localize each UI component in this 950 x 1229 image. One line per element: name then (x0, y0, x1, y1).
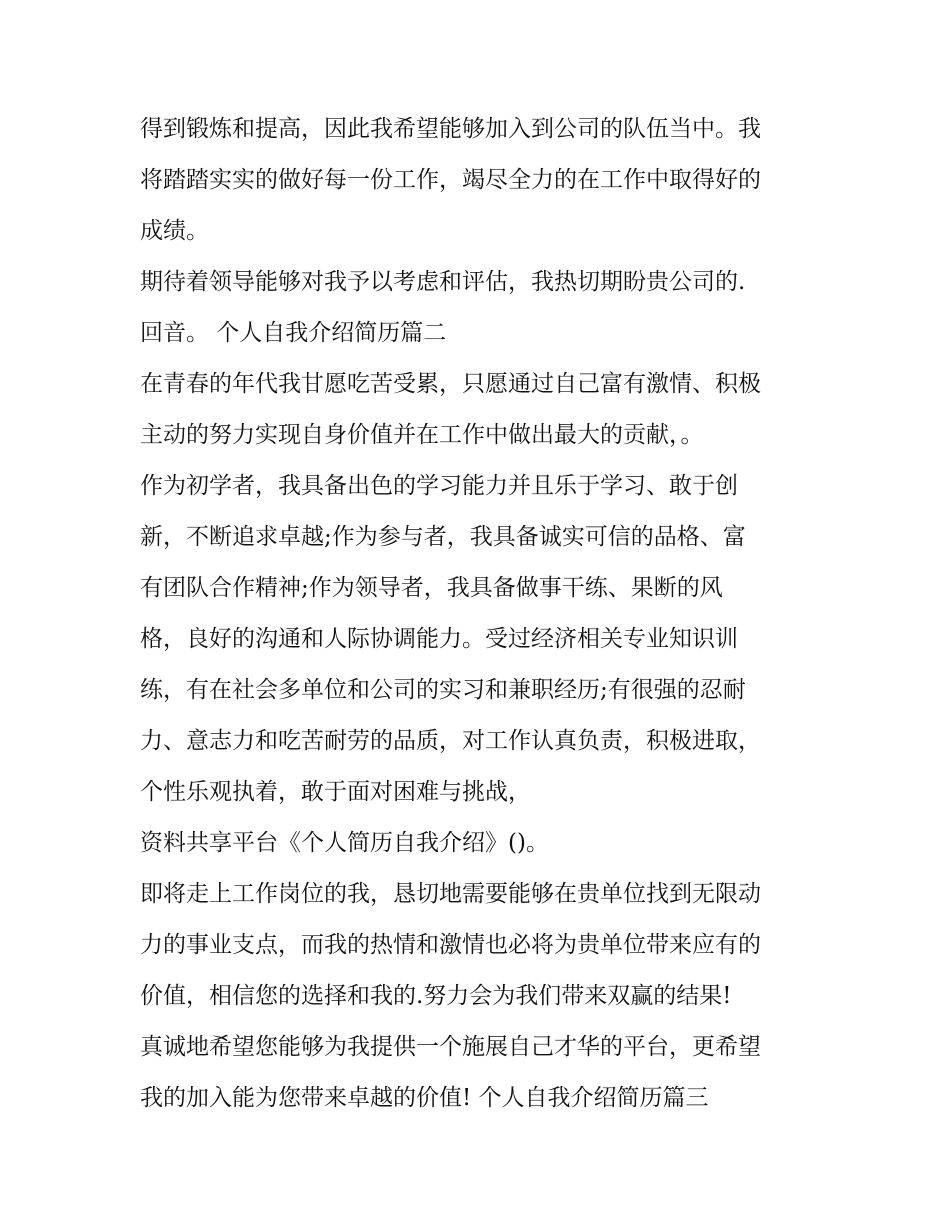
text-line-14: 个性乐观执着，敢于面对困难与挑战， (140, 779, 531, 805)
text-line-1: 得到锻炼和提高，因此我希望能够加入到公司的队伍当中。我 (140, 116, 761, 142)
text-line-15: 资料共享平台《个人简历自我介绍》()。 (140, 830, 549, 856)
text-line-2: 将踏踏实实的做好每一份工作，竭尽全力的在工作中取得好的 (140, 167, 761, 193)
text-line-13: 力、意志力和吃苦耐劳的品质，对工作认真负责，积极进取， (140, 728, 761, 754)
text-line-7: 主动的努力实现自身价值并在工作中做出最大的贡献，。 (140, 422, 704, 448)
text-line-3: 成绩。 (140, 218, 209, 244)
text-line-16: 即将走上工作岗位的我，恳切地需要能够在贵单位找到无限动 (140, 881, 761, 907)
text-line-9: 新，不断追求卓越;作为参与者，我具备诚实可信的品格、富 (140, 524, 746, 550)
text-line-12: 练，有在社会多单位和公司的实习和兼职经历;有很强的忍耐 (140, 677, 746, 703)
text-line-4: 期待着领导能够对我予以考虑和评估，我热切期盼贵公司的. (140, 269, 746, 295)
text-line-18: 价值，相信您的选择和我的.努力会为我们带来双赢的结果! (140, 983, 732, 1009)
text-line-6: 在青春的年代我甘愿吃苦受累，只愿通过自己富有激情、积极 (140, 371, 761, 397)
text-line-19: 真诚地希望您能够为我提供一个施展自己才华的平台，更希望 (140, 1034, 761, 1060)
text-line-10: 有团队合作精神;作为领导者，我具备做事干练、果断的风 (140, 575, 723, 601)
text-line-8: 作为初学者，我具备出色的学习能力并且乐于学习、敢于创 (140, 473, 738, 499)
text-line-5: 回音。 个人自我介绍简历篇二 (140, 320, 447, 346)
text-line-17: 力的事业支点，而我的热情和激情也必将为贵单位带来应有的 (140, 932, 761, 958)
text-line-11: 格，良好的沟通和人际协调能力。受过经济相关专业知识训 (140, 626, 738, 652)
text-line-20: 我的加入能为您带来卓越的价值! 个人自我介绍简历篇三 (140, 1085, 709, 1111)
